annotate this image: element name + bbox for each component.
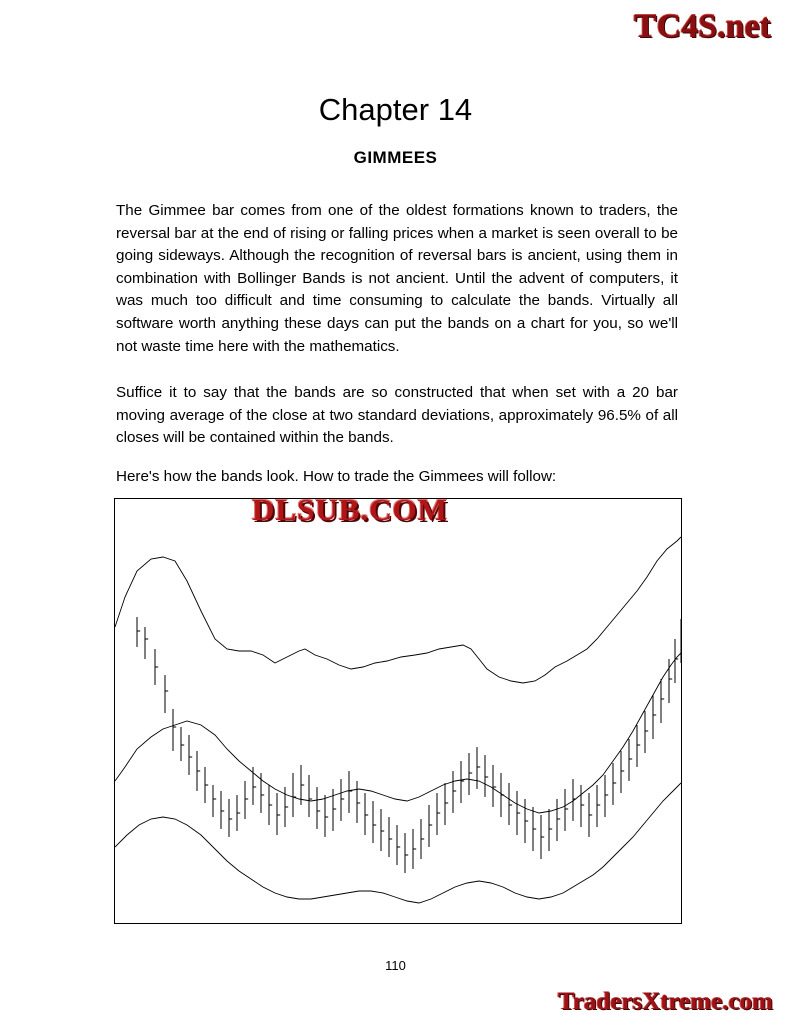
price-bar <box>365 793 368 835</box>
price-bar <box>189 735 192 775</box>
price-bar <box>213 785 216 817</box>
price-bar <box>485 755 488 797</box>
price-bar <box>437 793 440 835</box>
price-bar <box>413 829 416 869</box>
watermark-bottom-right: TradersXtreme.com <box>558 988 773 1015</box>
chart-canvas <box>115 499 681 923</box>
price-bar <box>349 771 352 813</box>
price-bar <box>357 781 360 823</box>
chart-line-upper-band <box>115 537 681 683</box>
price-bar <box>645 711 648 753</box>
price-bar <box>145 627 148 659</box>
price-bar <box>309 775 312 817</box>
price-bar <box>221 791 224 829</box>
price-bar <box>621 751 624 793</box>
price-bar <box>605 775 608 817</box>
price-bar <box>557 799 560 841</box>
price-bar <box>461 761 464 803</box>
price-bar <box>493 765 496 807</box>
price-bar <box>173 709 176 751</box>
price-bar <box>653 695 656 739</box>
price-bar <box>205 767 208 803</box>
page-number: 110 <box>385 958 406 973</box>
price-bar <box>293 773 296 817</box>
price-bar <box>675 639 678 683</box>
price-bar <box>181 727 184 761</box>
price-bar <box>525 799 528 843</box>
price-bar <box>237 795 240 831</box>
price-bar <box>517 791 520 835</box>
paragraph-2: Suffice it to say that the bands are so constructed that when set with a 20 bar moving average of the close at two standard deviations, approximately 96.5% of all closes will be contained within the bands. <box>116 384 678 447</box>
price-bar <box>421 819 424 859</box>
price-bar <box>137 617 140 647</box>
price-bar <box>155 649 158 685</box>
price-bar <box>397 825 400 865</box>
chart-line-middle-band <box>115 653 681 813</box>
watermark-chart-overlay: DLSUB.COM <box>252 492 448 527</box>
price-bar <box>613 763 616 805</box>
price-bar <box>381 809 384 851</box>
price-bar <box>469 753 472 795</box>
price-bar <box>317 787 320 829</box>
price-bar <box>565 789 568 831</box>
chart-line-lower-band <box>115 783 681 903</box>
price-bar <box>533 807 536 851</box>
price-bar <box>373 801 376 843</box>
watermark-top-right: TC4S.net <box>634 8 771 45</box>
price-bar <box>501 773 504 817</box>
price-bar <box>581 785 584 827</box>
price-bar <box>589 793 592 837</box>
price-bar <box>629 739 632 781</box>
price-bar <box>541 815 544 859</box>
price-bar <box>509 783 512 825</box>
price-bar <box>253 767 256 805</box>
price-bar <box>285 787 288 827</box>
price-bar <box>229 799 232 837</box>
price-bar <box>453 771 456 813</box>
price-bar <box>389 817 392 857</box>
price-bar <box>269 785 272 825</box>
price-bar <box>245 781 248 819</box>
price-bar <box>637 725 640 767</box>
price-bar <box>477 747 480 789</box>
price-bar <box>165 675 168 713</box>
section-heading: GIMMEES <box>353 148 438 167</box>
price-bar <box>661 679 664 723</box>
price-bar <box>597 785 600 827</box>
price-bar <box>405 833 408 873</box>
page-title: Chapter 14 <box>318 92 473 127</box>
price-bar <box>429 805 432 847</box>
price-bar <box>325 795 328 837</box>
paragraph-1: The Gimmee bar comes from one of the oldest formations known to traders, the reversal bar at the end of rising or falling prices when a market is seen overall to be going sideways. Although the recognition of reversal bars is ancient, using them in combination with Bollinger Bands is not ancient. Until the advent of computers, it was much too difficult and time consuming to calculate the bands. Virtually all software worth anything these days can put the bands on a chart for you, so we'll not waste time here with the mathematics. <box>116 202 678 355</box>
paragraph-3: Here's how the bands look. How to trade the Gimmees will follow: <box>116 468 557 485</box>
price-bar <box>549 809 552 851</box>
price-bar <box>277 793 280 835</box>
price-bar <box>197 751 200 791</box>
price-bar <box>301 765 304 805</box>
bollinger-band-chart <box>114 498 682 924</box>
price-bar <box>445 783 448 825</box>
price-bar <box>341 779 344 821</box>
price-bar <box>261 773 264 813</box>
